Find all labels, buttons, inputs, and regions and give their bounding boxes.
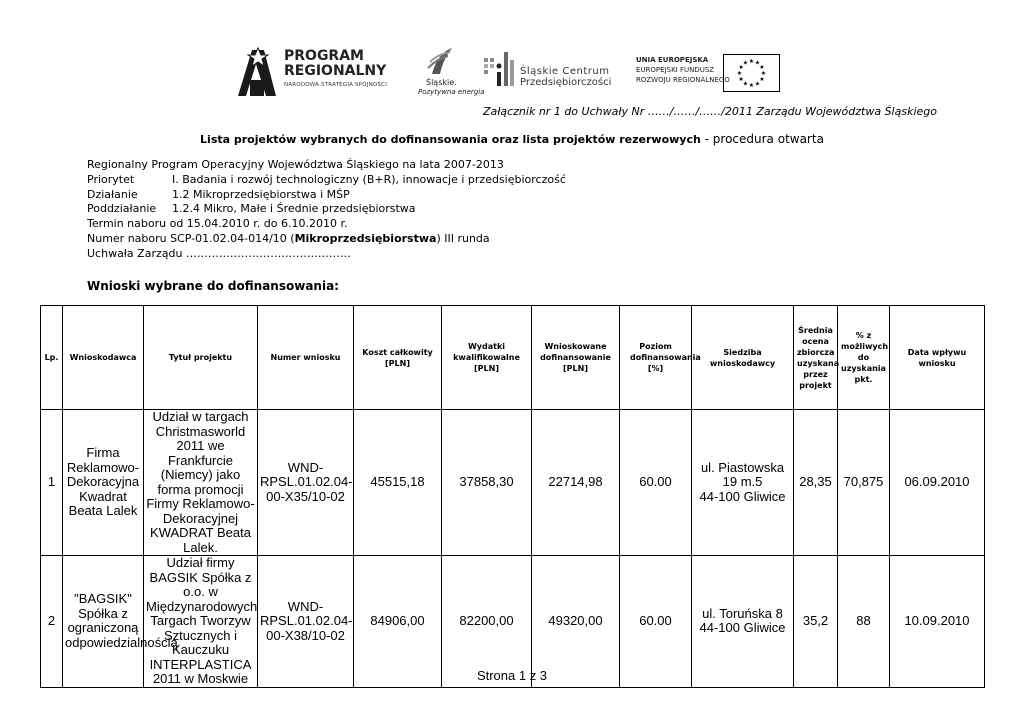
header-wnioskowane: Wnioskowane dofinansowanie [PLN] [532, 306, 620, 410]
priorytet-label: Priorytet [87, 172, 135, 186]
eu-line3: ROZWOJU REGIONALNEGO [636, 76, 730, 84]
cell-srednia: 35,2 [794, 556, 838, 688]
info-poddzialanie [87, 202, 566, 217]
numer-bold: Mikroprzedsiębiorstwa [294, 231, 437, 245]
svg-text:★: ★ [754, 80, 761, 88]
cell-poziom: 60.00 [620, 410, 692, 556]
cell-procent: 88 [838, 556, 890, 688]
cell-wydatki: 37858,30 [442, 410, 532, 556]
info-uchwala: Uchwała Zarządu ……………………………………… [87, 246, 351, 260]
info-dzialanie [87, 188, 566, 203]
siedziba-street: ul. Piastowska 19 m.5 [700, 459, 785, 490]
siedziba-city: 44-100 Gliwice [699, 488, 786, 504]
cell-procent: 70,875 [838, 410, 890, 556]
cell-koszt: 84906,00 [354, 556, 442, 688]
header-srednia: Średnia ocena zbiorcza uzyskana przez projekt [794, 306, 838, 410]
cell-data: 06.09.2010 [890, 410, 985, 556]
info-termin: Termin naboru od 15.04.2010 r. do 6.10.2010 r. [87, 217, 348, 231]
poddzialanie-value: 1.2.4 Mikro, Małe i Średnie przedsiębiorstwa [172, 202, 416, 216]
cell-numer: WND-RPSL.01.02.04-00-X38/10-02 [258, 556, 354, 688]
numer-suffix: ) III runda [436, 231, 490, 245]
slaskie-slogan: Pozytywna energia [418, 88, 485, 96]
eu-line2: EUROPEJSKI FUNDUSZ [636, 66, 715, 74]
slaskie-name: Śląskie. [426, 78, 457, 87]
eu-logo [636, 53, 784, 97]
cell-tytul: Udział firmy BAGSIK Spółka z o.o. w Międzynarodowych Targach Tworzyw Sztucznych i Kauczuku INTERPLASTICA 2011 w Moskwie [144, 556, 258, 688]
numer-prefix: Numer naboru SCP-01.02.04-014/10 ( [87, 231, 295, 245]
document-title [0, 132, 1024, 146]
header-poziom: Poziom dofinansowania [%] [620, 306, 692, 410]
cell-wnioskowane: 22714,98 [532, 410, 620, 556]
svg-text:★: ★ [759, 64, 765, 71]
svg-text:★: ★ [760, 70, 767, 77]
svg-text:★: ★ [736, 70, 743, 77]
svg-text:★: ★ [754, 59, 761, 67]
eu-stars-icon [724, 55, 779, 91]
cell-wnioskodawca: "BAGSIK" Spółka z ograniczoną odpowiedzialnością [63, 556, 144, 688]
cell-koszt: 45515,18 [354, 410, 442, 556]
cell-lp: 2 [41, 556, 63, 688]
cell-tytul: Udział w targach Christmasworld 2011 we Frankfurcie (Niemcy) jako forma promocji Firmy Reklamowo-Dekoracyjnej KWADRAT Beata Lalek. [144, 410, 258, 556]
logo-bar [232, 44, 784, 102]
header-lp: Lp. [41, 306, 63, 410]
program-regionalny-logo [232, 44, 402, 100]
header-tytul: Tytuł projektu [144, 306, 258, 410]
siedziba-street: ul. Toruńska 8 [702, 605, 783, 621]
scp-name-line1: Śląskie Centrum [520, 66, 610, 77]
svg-text:★: ★ [742, 80, 749, 88]
svg-text:★: ★ [759, 76, 765, 83]
scp-logo [484, 48, 614, 92]
cell-srednia: 28,35 [794, 410, 838, 556]
program-title-line1: PROGRAM [284, 48, 364, 64]
table-row [41, 410, 985, 556]
info-program: Regionalny Program Operacyjny Województwa Śląskiego na lata 2007-2013 [87, 158, 504, 171]
cell-wydatki: 82200,00 [442, 556, 532, 688]
header-siedziba: Siedziba wnioskodawcy [692, 306, 794, 410]
annex-note: Załącznik nr 1 do Uchwały Nr ……/……/……/2011 Zarządu Województwa Śląskiego [482, 105, 937, 118]
slaskie-eagle-icon [426, 46, 456, 78]
dzialanie-label: Działanie [87, 187, 138, 201]
program-title-line2: REGIONALNY [284, 63, 387, 79]
eu-flag [723, 54, 780, 92]
header-wnioskodawca: Wnioskodawca [63, 306, 144, 410]
title-bold: Lista projektów wybranych do dofinansowania oraz lista projektów rezerwowych [200, 133, 701, 146]
svg-text:★: ★ [748, 58, 755, 65]
cell-data: 10.09.2010 [890, 556, 985, 688]
eu-line1: UNIA EUROPEJSKA [636, 56, 709, 64]
eu-text [636, 55, 730, 85]
program-regionalny-icon [236, 46, 278, 98]
svg-text:★: ★ [748, 82, 755, 89]
cell-numer: WND-RPSL.01.02.04-00-X35/10-02 [258, 410, 354, 556]
slaskie-logo [418, 46, 485, 100]
section-title: Wnioski wybrane do dofinansowania: [87, 279, 339, 293]
info-priorytet [87, 173, 566, 188]
title-rest: - procedura otwarta [700, 132, 824, 146]
header-wydatki: Wydatki kwalifikowalne [PLN] [442, 306, 532, 410]
poddzialanie-label: Poddziałanie [87, 202, 157, 216]
dzialanie-value: 1.2 Mikroprzedsiębiorstwa i MŚP [172, 187, 350, 201]
svg-text:★: ★ [742, 59, 749, 67]
cell-poziom: 60.00 [620, 556, 692, 688]
scp-icon [484, 50, 514, 88]
header-procent: % z możliwych do uzyskania pkt. [838, 306, 890, 410]
projects-table [40, 305, 985, 688]
priorytet-value: I. Badania i rozwój technologiczny (B+R), innowacje i przedsiębiorczość [172, 172, 566, 186]
header-numer: Numer wniosku [258, 306, 354, 410]
header-data: Data wpływu wniosku [890, 306, 985, 410]
svg-text:★: ★ [738, 64, 744, 71]
cell-wnioskodawca: Firma Reklamowo-Dekoracyjna Kwadrat Beata Lalek [63, 410, 144, 556]
cell-lp: 1 [41, 410, 63, 556]
scp-name-line2: Przedsiębiorczości [520, 77, 612, 88]
table-header-row [41, 306, 985, 410]
program-info [87, 158, 566, 262]
header-koszt: Koszt całkowity [PLN] [354, 306, 442, 410]
page-footer: Strona 1 z 3 [476, 668, 548, 683]
program-subtitle: NARODOWA STRATEGIA SPÓJNOŚCI [284, 82, 388, 88]
siedziba-city: 44-100 Gliwice [699, 620, 786, 636]
info-numer [87, 232, 566, 247]
cell-wnioskowane: 49320,00 [532, 556, 620, 688]
cell-siedziba [692, 410, 794, 556]
svg-text:★: ★ [738, 76, 744, 83]
